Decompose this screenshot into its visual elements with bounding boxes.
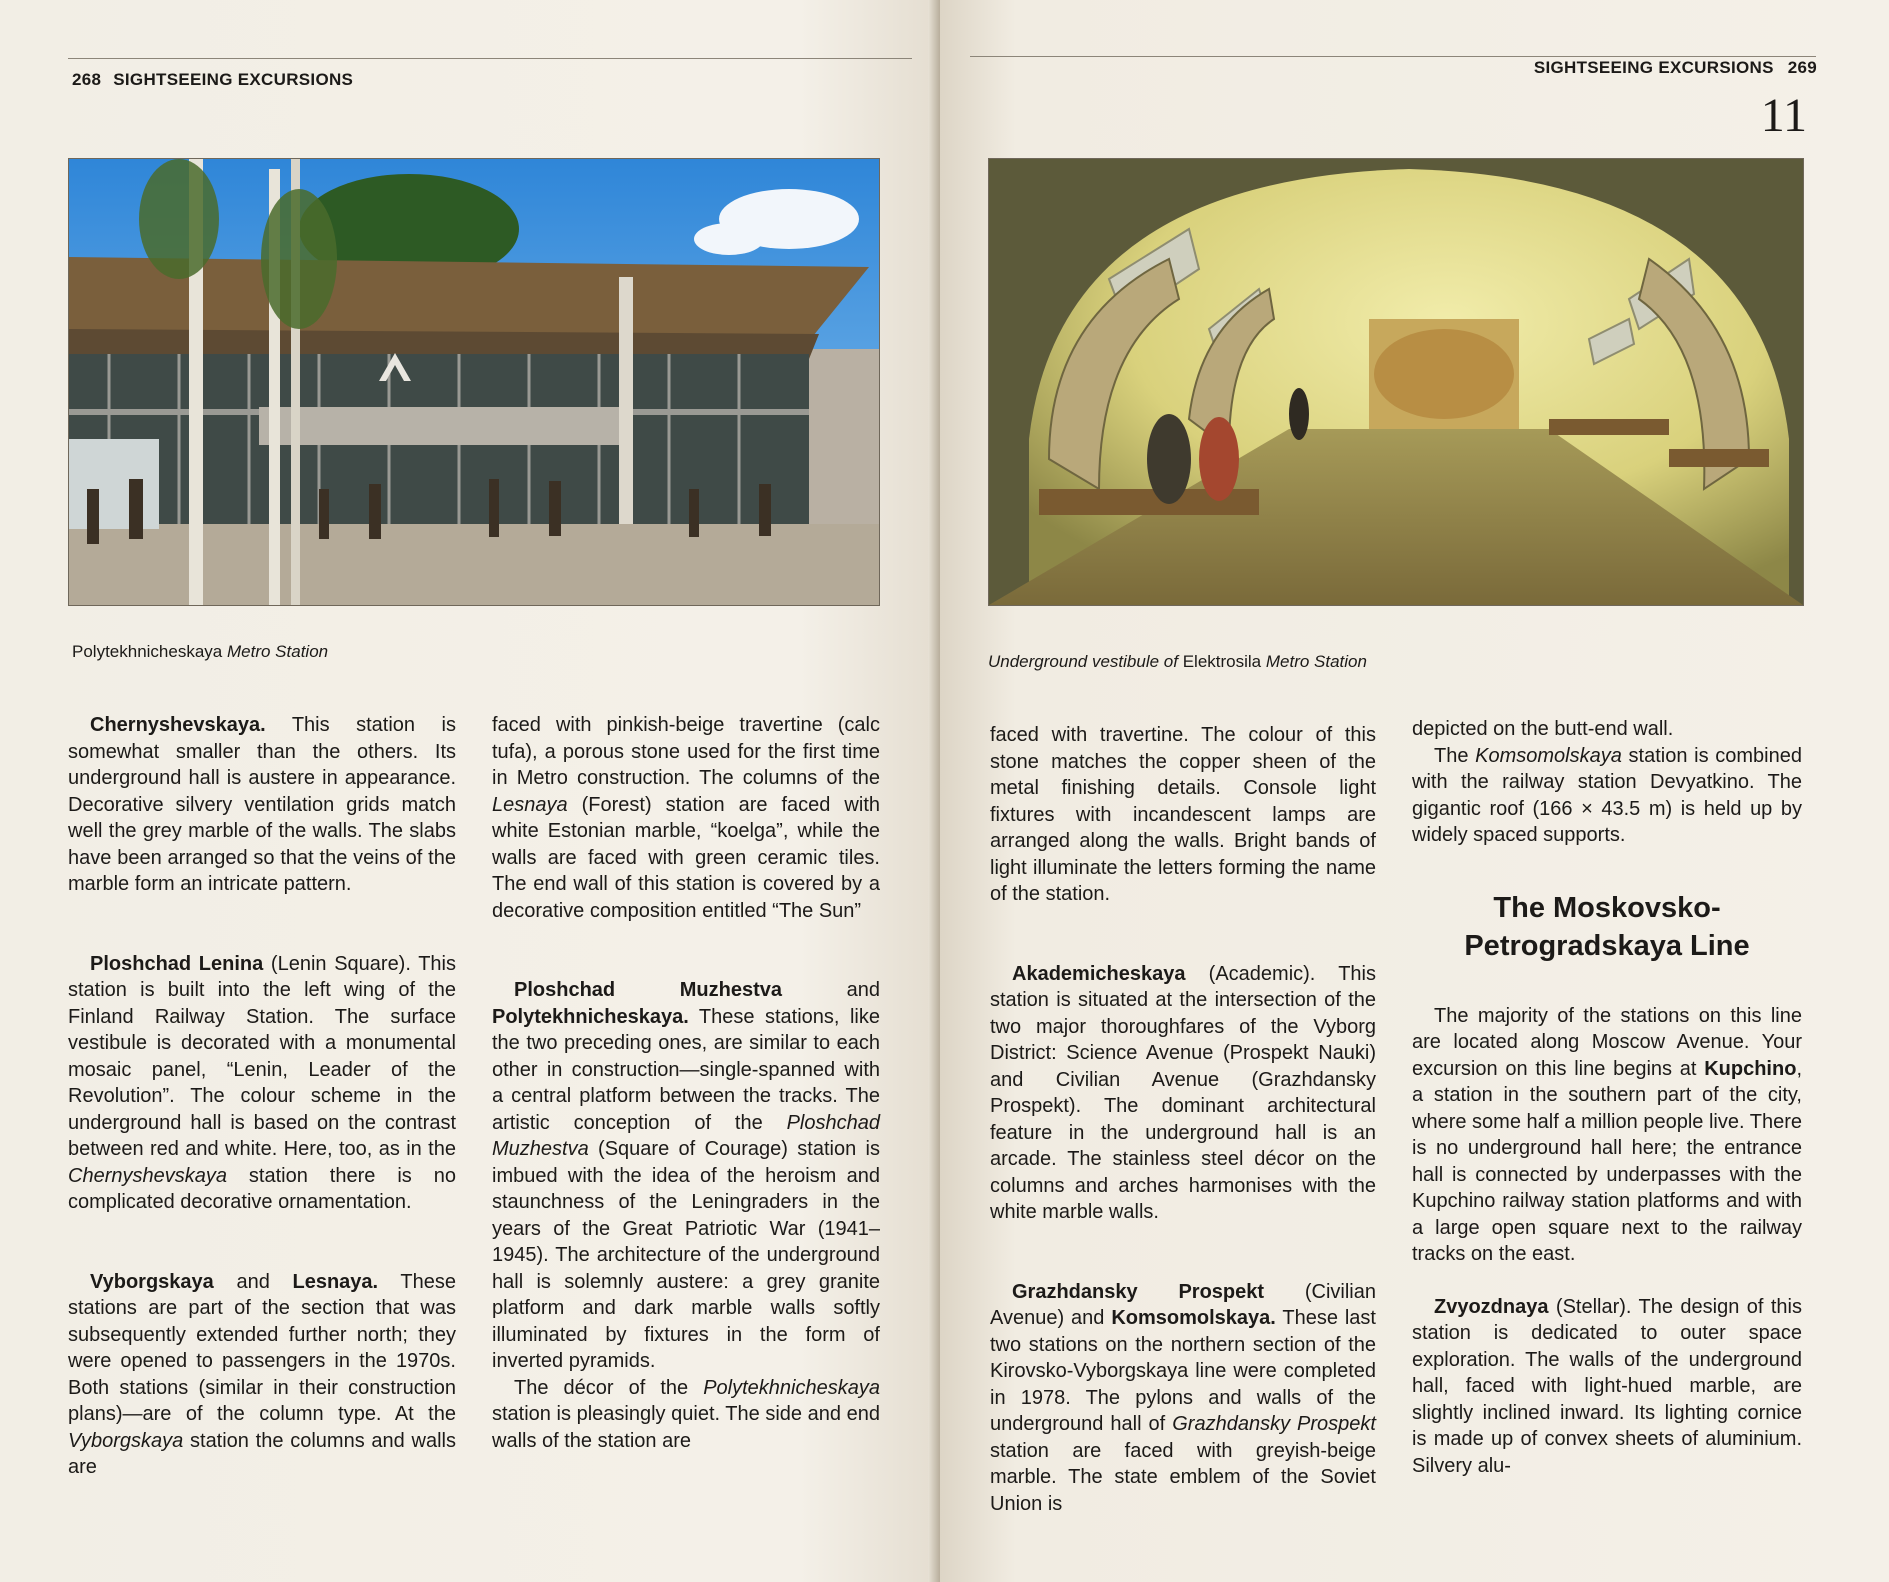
paragraph-text: The décor of the	[514, 1376, 704, 1399]
paragraph-lesnaya-continued	[492, 712, 880, 924]
station-name-italic: Lesnaya	[492, 793, 568, 816]
conjunction: and	[782, 979, 880, 1001]
station-name: Lesnaya.	[292, 1270, 379, 1293]
paragraph-text: station the columns and walls are	[68, 1429, 456, 1478]
paragraph-text: (Civilian Avenue) and	[990, 1280, 1376, 1329]
paragraph-lesnaya-end: faced with travertine. The colour of this stone matches the copper sheen of the metal finishing details. Console light fixtures with incandescent lamps are arranged along the walls. Bright bands of light illuminate the letters forming the name of the station.	[990, 724, 1376, 905]
caption-metro-station: Metro Station	[227, 642, 329, 661]
running-head	[72, 70, 353, 90]
paragraph-text: These last two stations on the northern section of the Kirovsko-Vyborgskaya line were completed in 1978. The pylons and walls of the underground hall of	[990, 1307, 1376, 1435]
section-title-line-2: Petrogradskaya Line	[1464, 929, 1750, 962]
caption-metro-station: Metro Station	[1265, 652, 1367, 671]
paragraph-text: The	[1434, 744, 1476, 767]
paragraph-ploshchad-lenina	[68, 951, 456, 1216]
paragraph-polytekhnicheskaya	[492, 1375, 880, 1455]
running-head-title: SIGHTSEEING EXCURSIONS	[113, 70, 354, 89]
station-name: Ploshchad Muzhestva	[514, 979, 782, 1001]
paragraph-text: faced with pinkish-beige travertine (calc tufa), a porous stone used for the first time in Metro construction. The columns of the	[492, 714, 880, 789]
station-name: Zvyozdnaya	[1434, 1295, 1549, 1318]
paragraph-text: (Square of Courage) station is imbued with the idea of the heroism and staunchness of the Leningraders in the years of the Great Patriotic War (1941–1945). The architecture of the underground hall is solemnly austere: a grey granite platform and dark marble walls softly illuminated by fixtures in the form of inverted pyramids.	[492, 1138, 880, 1372]
paragraph-text: (Stellar). The design of this station is dedicated to outer space exploration. The walls of the underground hall, faced with light-hued marble, are slightly inclined inward. Its lighting cornice is made up of convex sheets of aluminium. Silvery alu-	[1412, 1295, 1802, 1477]
caption-station-name: Elektrosila	[1182, 652, 1262, 671]
running-head-title: SIGHTSEEING EXCURSIONS	[1533, 58, 1774, 77]
paragraph-text: The majority of the stations on this line are located along Moscow Avenue. Your excursion on this line begins at	[1412, 1004, 1802, 1080]
paragraph-grazhdansky-prospekt	[990, 1279, 1376, 1518]
page-number: 268	[72, 70, 102, 89]
right-page	[940, 0, 1889, 1582]
station-name-italic: Polytekhnicheskaya	[703, 1376, 880, 1399]
station-name-italic: Chernyshevskaya	[68, 1164, 227, 1187]
left-photo-caption	[72, 642, 328, 662]
station-name-italic: Grazhdansky Prospekt	[1172, 1413, 1376, 1435]
left-page	[0, 0, 940, 1582]
paragraph-zvyozdnaya	[1412, 1294, 1802, 1480]
left-column-1	[68, 712, 456, 1481]
station-name: Vyborgskaya	[90, 1270, 214, 1293]
metro-vestibule-photo	[988, 158, 1804, 606]
elektrosila-vestibule-image	[989, 159, 1803, 605]
paragraph-chernyshevskaya	[68, 712, 456, 898]
caption-station-name: Polytekhnicheskaya	[72, 642, 223, 661]
paragraph-text: station is combined with the railway station Devyatkino. The gigantic roof (166 × 43.5 m) is held up by widely spaced supports.	[1412, 744, 1802, 846]
paragraph-text: This station is somewhat smaller than the others. Its underground hall is austere in appearance. Decorative silvery ventilation grids match well the grey marble of the walls. The slabs have been arranged so that the veins of the marble form an intricate pattern.	[68, 714, 456, 895]
paragraph-text: station are faced with greyish-beige marble. The state emblem of the Soviet Union is	[990, 1439, 1376, 1515]
caption-italic-prefix: Underground vestibule of	[988, 652, 1178, 671]
right-photo-caption	[988, 652, 1367, 672]
section-title-line-1: The Moskovsko-	[1493, 891, 1721, 924]
polytekhnicheskaya-station-image	[69, 159, 879, 605]
station-name: Ploshchad Lenina	[90, 952, 264, 975]
station-name-italic: Ploshchad Muzhestva	[492, 1111, 880, 1160]
paragraph-vyborgskaya	[68, 1269, 456, 1481]
paragraph-text: station is pleasingly quiet. The side and end walls of the station are	[492, 1403, 880, 1452]
paragraph-text: (Academic). This station is situated at the intersection of the two major thoroughfares of the Vyborg District: Science Avenue (Prospekt Nauki) and Civilian Avenue (Grazhdansky Prospekt). The dominant architectural feature in the underground hall is an arcade. The stainless steel décor on the columns and arches harmonises with the white marble walls.	[990, 962, 1376, 1223]
paragraph-text: , a station in the southern part of the city, where some half a million people live. There is no underground hall here; the entrance hall is connected by underpasses with the Kupchino railway station platforms and with a large open square next to the railway tracks on the east.	[1412, 1057, 1802, 1265]
paragraph-butt-end: depicted on the butt-end wall.	[1412, 718, 1674, 740]
metro-station-photo	[68, 158, 880, 606]
paragraph-text: These stations, like the two preceding ones, are similar to each other in construction—single-spanned with a central platform between the tracks. The artistic conception of the	[492, 1005, 880, 1134]
paragraph-text: These stations are part of the section that was subsequently extended further north; they were opened to passengers in the 1970s. Both stations (similar in their construction plans)—are of the column type. At the	[68, 1270, 457, 1425]
station-name: Akademicheskaya	[1012, 962, 1186, 985]
running-head	[1534, 58, 1817, 78]
paragraph-text: station there is no complicated decorative ornamentation.	[68, 1164, 456, 1213]
station-name: Komsomolskaya.	[1111, 1307, 1276, 1329]
left-column-2	[492, 712, 880, 1454]
right-column-1	[990, 722, 1376, 1517]
station-name: Kupchino	[1704, 1057, 1797, 1080]
station-name: Polytekhnicheskaya.	[492, 1005, 689, 1028]
paragraph-ploshchad-muzhestva	[492, 977, 880, 1375]
station-name: Chernyshevskaya.	[90, 714, 266, 736]
station-name-italic: Komsomolskaya	[1475, 744, 1622, 767]
header-rule	[68, 58, 912, 59]
station-name: Grazhdansky Prospekt	[1012, 1280, 1265, 1303]
chapter-number: 11	[1760, 89, 1807, 142]
page-number: 269	[1787, 58, 1817, 77]
paragraph-moskovsko-line-intro	[1412, 1003, 1802, 1268]
paragraph-komsomolskaya	[1412, 743, 1802, 849]
right-column-2	[1412, 716, 1802, 1479]
station-name-italic: Vyborgskaya	[68, 1429, 184, 1452]
paragraph-text: (Forest) station are faced with white Estonian marble, “koelga”, while the walls are faced with green ceramic tiles. The end wall of this station is covered by a decorative composition entitled “The Sun”	[492, 793, 880, 922]
paragraph-text: (Lenin Square). This station is built into the left wing of the Finland Railway Station. The surface vestibule is decorated with a monumental mosaic panel, “Lenin, Leader of the Revolution”. The colour scheme in the underground hall is based on the contrast between red and white. Here, too, as in the	[68, 952, 456, 1160]
header-rule	[970, 56, 1816, 57]
conjunction: and	[213, 1270, 293, 1293]
paragraph-akademicheskaya	[990, 961, 1376, 1226]
section-title	[1412, 889, 1802, 965]
